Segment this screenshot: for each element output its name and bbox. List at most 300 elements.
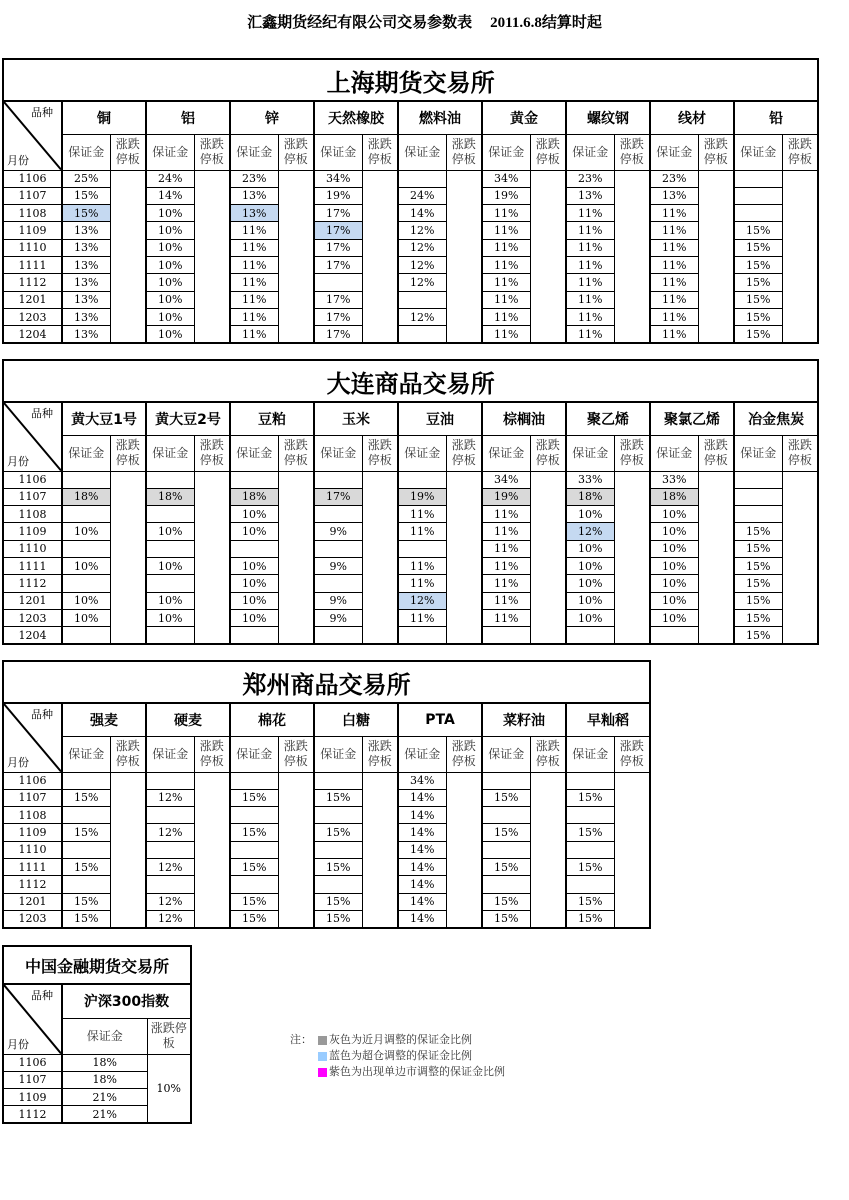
margin-cell: 15% bbox=[734, 609, 782, 626]
margin-header: 保证金 bbox=[314, 435, 362, 471]
margin-cell: 19% bbox=[398, 488, 446, 505]
margin-cell: 11% bbox=[566, 205, 614, 222]
margin-cell: 17% bbox=[314, 291, 362, 308]
margin-cell: 15% bbox=[734, 239, 782, 256]
limit-cell bbox=[362, 471, 398, 644]
margin-cell: 10% bbox=[650, 540, 698, 557]
margin-cell bbox=[314, 772, 362, 789]
margin-cell bbox=[398, 170, 446, 187]
legend bbox=[290, 1032, 505, 1080]
margin-header: 保证金 bbox=[650, 134, 698, 170]
limit-cell bbox=[614, 471, 650, 644]
margin-cell bbox=[230, 841, 278, 858]
margin-cell: 17% bbox=[314, 239, 362, 256]
margin-cell: 11% bbox=[566, 274, 614, 291]
margin-cell bbox=[230, 627, 278, 644]
margin-header: 保证金 bbox=[398, 435, 446, 471]
margin-cell: 12% bbox=[146, 893, 194, 910]
margin-header: 保证金 bbox=[62, 134, 110, 170]
limit-header: 涨跌停板 bbox=[614, 134, 650, 170]
month-cell: 1106 bbox=[3, 772, 62, 789]
margin-cell bbox=[62, 841, 110, 858]
margin-cell: 12% bbox=[398, 308, 446, 325]
product-header: 棉花 bbox=[230, 703, 314, 736]
product-header: 黄大豆2号 bbox=[146, 402, 230, 435]
margin-cell: 11% bbox=[566, 291, 614, 308]
product-header: 锌 bbox=[230, 101, 314, 134]
product-axis-label: 品种 bbox=[31, 989, 53, 1002]
margin-cell: 11% bbox=[650, 205, 698, 222]
limit-cell: 10% bbox=[147, 1054, 191, 1123]
margin-cell: 34% bbox=[314, 170, 362, 187]
margin-cell: 9% bbox=[314, 609, 362, 626]
month-cell: 1109 bbox=[3, 824, 62, 841]
margin-cell: 15% bbox=[734, 326, 782, 343]
margin-cell: 10% bbox=[62, 592, 110, 609]
limit-header: 涨跌停板 bbox=[614, 435, 650, 471]
corner-header bbox=[3, 402, 62, 471]
month-cell: 1108 bbox=[3, 205, 62, 222]
margin-cell: 9% bbox=[314, 523, 362, 540]
table-row bbox=[3, 1054, 191, 1071]
margin-header: 保证金 bbox=[146, 435, 194, 471]
margin-cell: 10% bbox=[650, 592, 698, 609]
margin-cell: 13% bbox=[62, 274, 110, 291]
margin-cell bbox=[62, 540, 110, 557]
margin-cell: 15% bbox=[734, 523, 782, 540]
margin-cell: 10% bbox=[146, 274, 194, 291]
margin-cell bbox=[734, 187, 782, 204]
margin-cell: 11% bbox=[482, 575, 530, 592]
margin-cell: 15% bbox=[62, 187, 110, 204]
margin-cell: 11% bbox=[650, 256, 698, 273]
margin-cell: 10% bbox=[146, 205, 194, 222]
document-date: 2011.6.8结算时起 bbox=[490, 15, 602, 31]
legend-row-purple bbox=[290, 1064, 505, 1080]
margin-cell bbox=[314, 807, 362, 824]
margin-cell: 15% bbox=[230, 789, 278, 806]
margin-cell: 12% bbox=[146, 824, 194, 841]
month-cell: 1204 bbox=[3, 627, 62, 644]
margin-header: 保证金 bbox=[62, 1018, 147, 1054]
margin-cell bbox=[398, 627, 446, 644]
limit-header: 涨跌停板 bbox=[782, 134, 818, 170]
margin-cell: 11% bbox=[482, 205, 530, 222]
margin-cell bbox=[230, 876, 278, 893]
margin-cell: 11% bbox=[482, 222, 530, 239]
margin-cell: 11% bbox=[230, 291, 278, 308]
margin-cell: 21% bbox=[62, 1106, 147, 1123]
limit-header: 涨跌停板 bbox=[278, 134, 314, 170]
margin-cell bbox=[566, 627, 614, 644]
legend-row-blue bbox=[290, 1048, 505, 1064]
margin-cell: 13% bbox=[62, 291, 110, 308]
margin-cell: 34% bbox=[482, 170, 530, 187]
legend-text: 蓝色为超仓调整的保证金比例 bbox=[329, 1049, 472, 1062]
legend-text: 灰色为近月调整的保证金比例 bbox=[329, 1033, 472, 1046]
margin-cell: 34% bbox=[398, 772, 446, 789]
margin-cell: 15% bbox=[62, 910, 110, 927]
margin-cell: 15% bbox=[482, 910, 530, 927]
margin-cell: 11% bbox=[482, 274, 530, 291]
margin-cell: 11% bbox=[566, 239, 614, 256]
month-cell: 1107 bbox=[3, 187, 62, 204]
margin-cell bbox=[398, 291, 446, 308]
margin-cell: 11% bbox=[482, 506, 530, 523]
margin-cell: 12% bbox=[398, 256, 446, 273]
margin-cell bbox=[146, 772, 194, 789]
margin-cell: 11% bbox=[482, 291, 530, 308]
margin-cell: 21% bbox=[62, 1089, 147, 1106]
margin-cell: 11% bbox=[398, 575, 446, 592]
margin-cell: 10% bbox=[230, 592, 278, 609]
margin-cell: 33% bbox=[650, 471, 698, 488]
margin-cell: 33% bbox=[566, 471, 614, 488]
margin-header: 保证金 bbox=[566, 134, 614, 170]
product-header: 聚乙烯 bbox=[566, 402, 650, 435]
margin-cell: 11% bbox=[566, 326, 614, 343]
margin-cell bbox=[734, 506, 782, 523]
margin-cell: 15% bbox=[734, 557, 782, 574]
margin-cell: 17% bbox=[314, 488, 362, 505]
cffex-table bbox=[2, 945, 192, 1124]
exchange-title: 中国金融期货交易所 bbox=[3, 946, 191, 984]
margin-cell bbox=[314, 575, 362, 592]
margin-cell: 11% bbox=[566, 308, 614, 325]
margin-cell: 15% bbox=[62, 789, 110, 806]
limit-header: 涨跌停板 bbox=[446, 134, 482, 170]
month-cell: 1203 bbox=[3, 609, 62, 626]
limit-cell bbox=[782, 471, 818, 644]
margin-cell bbox=[230, 471, 278, 488]
margin-header: 保证金 bbox=[62, 736, 110, 772]
margin-cell: 14% bbox=[398, 893, 446, 910]
margin-cell: 14% bbox=[398, 205, 446, 222]
margin-cell: 15% bbox=[734, 274, 782, 291]
margin-cell: 11% bbox=[398, 557, 446, 574]
margin-cell: 15% bbox=[566, 910, 614, 927]
limit-cell bbox=[278, 170, 314, 343]
margin-cell: 13% bbox=[230, 205, 278, 222]
limit-header: 涨跌停板 bbox=[194, 134, 230, 170]
limit-cell bbox=[446, 772, 482, 928]
limit-cell bbox=[698, 170, 734, 343]
margin-cell: 17% bbox=[314, 326, 362, 343]
margin-cell bbox=[62, 627, 110, 644]
limit-cell bbox=[614, 772, 650, 928]
margin-header: 保证金 bbox=[482, 736, 530, 772]
limit-cell bbox=[278, 772, 314, 928]
margin-cell: 19% bbox=[314, 187, 362, 204]
legend-label: 注： bbox=[290, 1033, 312, 1046]
margin-cell: 10% bbox=[566, 557, 614, 574]
margin-cell: 15% bbox=[734, 627, 782, 644]
limit-header: 涨跌停板 bbox=[110, 435, 146, 471]
margin-cell: 17% bbox=[314, 222, 362, 239]
limit-header: 涨跌停板 bbox=[147, 1018, 191, 1054]
margin-cell: 14% bbox=[398, 910, 446, 927]
margin-header: 保证金 bbox=[62, 435, 110, 471]
czce-table bbox=[2, 660, 651, 929]
margin-cell: 12% bbox=[146, 910, 194, 927]
margin-cell: 17% bbox=[314, 205, 362, 222]
margin-header: 保证金 bbox=[566, 435, 614, 471]
product-header: 黄金 bbox=[482, 101, 566, 134]
limit-cell bbox=[446, 471, 482, 644]
margin-cell: 15% bbox=[482, 824, 530, 841]
limit-cell bbox=[446, 170, 482, 343]
margin-cell: 15% bbox=[566, 858, 614, 875]
product-header: 棕榈油 bbox=[482, 402, 566, 435]
limit-header: 涨跌停板 bbox=[446, 736, 482, 772]
margin-header: 保证金 bbox=[146, 736, 194, 772]
margin-cell: 11% bbox=[398, 523, 446, 540]
margin-cell: 13% bbox=[62, 222, 110, 239]
margin-cell bbox=[62, 772, 110, 789]
product-header: 冶金焦炭 bbox=[734, 402, 818, 435]
margin-cell: 11% bbox=[650, 308, 698, 325]
product-header: 沪深300指数 bbox=[62, 984, 191, 1018]
month-cell: 1107 bbox=[3, 789, 62, 806]
margin-cell bbox=[146, 575, 194, 592]
margin-cell bbox=[314, 506, 362, 523]
margin-header: 保证金 bbox=[734, 435, 782, 471]
margin-cell bbox=[650, 627, 698, 644]
margin-cell: 11% bbox=[482, 326, 530, 343]
margin-cell: 15% bbox=[734, 291, 782, 308]
margin-cell bbox=[566, 876, 614, 893]
product-header: 燃料油 bbox=[398, 101, 482, 134]
margin-cell: 25% bbox=[62, 170, 110, 187]
margin-cell: 14% bbox=[398, 824, 446, 841]
margin-cell: 13% bbox=[62, 308, 110, 325]
margin-cell: 11% bbox=[230, 274, 278, 291]
margin-cell bbox=[314, 627, 362, 644]
margin-cell: 10% bbox=[146, 557, 194, 574]
limit-header: 涨跌停板 bbox=[782, 435, 818, 471]
document-title-text: 汇鑫期货经纪有限公司交易参数表 bbox=[247, 13, 473, 31]
margin-header: 保证金 bbox=[398, 134, 446, 170]
margin-cell: 19% bbox=[482, 488, 530, 505]
limit-cell bbox=[614, 170, 650, 343]
product-header: 线材 bbox=[650, 101, 734, 134]
margin-cell: 18% bbox=[62, 1071, 147, 1088]
margin-cell: 11% bbox=[650, 326, 698, 343]
margin-cell: 11% bbox=[482, 308, 530, 325]
margin-cell: 11% bbox=[398, 609, 446, 626]
margin-cell: 12% bbox=[398, 592, 446, 609]
month-cell: 1111 bbox=[3, 557, 62, 574]
margin-cell: 10% bbox=[146, 239, 194, 256]
margin-cell bbox=[398, 471, 446, 488]
margin-header: 保证金 bbox=[230, 435, 278, 471]
margin-cell: 11% bbox=[230, 239, 278, 256]
limit-header: 涨跌停板 bbox=[362, 736, 398, 772]
margin-cell: 11% bbox=[482, 256, 530, 273]
product-header: 玉米 bbox=[314, 402, 398, 435]
month-cell: 1203 bbox=[3, 910, 62, 927]
margin-cell: 10% bbox=[650, 609, 698, 626]
month-cell: 1106 bbox=[3, 170, 62, 187]
product-header: 天然橡胶 bbox=[314, 101, 398, 134]
margin-cell: 10% bbox=[146, 523, 194, 540]
margin-cell: 10% bbox=[146, 308, 194, 325]
margin-cell: 15% bbox=[566, 893, 614, 910]
limit-cell bbox=[530, 471, 566, 644]
margin-cell: 11% bbox=[230, 326, 278, 343]
margin-cell bbox=[482, 841, 530, 858]
margin-cell: 10% bbox=[146, 592, 194, 609]
month-cell: 1201 bbox=[3, 592, 62, 609]
product-header: 黄大豆1号 bbox=[62, 402, 146, 435]
margin-cell: 10% bbox=[650, 523, 698, 540]
margin-cell bbox=[314, 876, 362, 893]
margin-header: 保证金 bbox=[230, 134, 278, 170]
month-cell: 1112 bbox=[3, 575, 62, 592]
margin-cell bbox=[566, 807, 614, 824]
margin-cell: 15% bbox=[314, 893, 362, 910]
month-cell: 1106 bbox=[3, 471, 62, 488]
margin-cell: 15% bbox=[230, 893, 278, 910]
limit-cell bbox=[278, 471, 314, 644]
corner-header bbox=[3, 703, 62, 772]
margin-cell: 17% bbox=[314, 308, 362, 325]
margin-cell: 17% bbox=[314, 256, 362, 273]
margin-cell: 18% bbox=[62, 1054, 147, 1071]
margin-header: 保证金 bbox=[566, 736, 614, 772]
margin-cell bbox=[62, 807, 110, 824]
margin-cell: 13% bbox=[650, 187, 698, 204]
margin-cell: 15% bbox=[734, 256, 782, 273]
product-header: 菜籽油 bbox=[482, 703, 566, 736]
margin-cell: 12% bbox=[146, 789, 194, 806]
month-cell: 1112 bbox=[3, 274, 62, 291]
margin-cell bbox=[734, 205, 782, 222]
month-cell: 1111 bbox=[3, 256, 62, 273]
margin-cell bbox=[314, 540, 362, 557]
margin-cell: 11% bbox=[230, 256, 278, 273]
limit-cell bbox=[362, 170, 398, 343]
month-axis-label: 月份 bbox=[7, 755, 29, 769]
margin-cell: 18% bbox=[230, 488, 278, 505]
margin-cell: 15% bbox=[230, 824, 278, 841]
product-header: 螺纹钢 bbox=[566, 101, 650, 134]
margin-cell: 15% bbox=[314, 858, 362, 875]
exchange-title: 上海期货交易所 bbox=[3, 59, 818, 101]
margin-header: 保证金 bbox=[734, 134, 782, 170]
limit-header: 涨跌停板 bbox=[278, 736, 314, 772]
margin-cell: 15% bbox=[566, 824, 614, 841]
margin-cell bbox=[146, 540, 194, 557]
margin-cell: 12% bbox=[398, 222, 446, 239]
limit-cell bbox=[530, 170, 566, 343]
margin-cell: 10% bbox=[230, 609, 278, 626]
margin-cell: 10% bbox=[650, 557, 698, 574]
month-cell: 1201 bbox=[3, 893, 62, 910]
margin-cell: 13% bbox=[62, 256, 110, 273]
month-cell: 1112 bbox=[3, 876, 62, 893]
limit-header: 涨跌停板 bbox=[698, 435, 734, 471]
margin-cell: 15% bbox=[734, 222, 782, 239]
month-cell: 1110 bbox=[3, 239, 62, 256]
margin-cell: 11% bbox=[230, 308, 278, 325]
margin-cell: 14% bbox=[398, 807, 446, 824]
product-header: 硬麦 bbox=[146, 703, 230, 736]
exchange-title: 郑州商品交易所 bbox=[3, 661, 650, 703]
month-cell: 1109 bbox=[3, 1089, 62, 1106]
margin-cell: 23% bbox=[230, 170, 278, 187]
margin-cell: 11% bbox=[650, 291, 698, 308]
limit-cell bbox=[110, 772, 146, 928]
margin-cell: 11% bbox=[482, 523, 530, 540]
margin-cell: 15% bbox=[566, 789, 614, 806]
margin-cell: 13% bbox=[566, 187, 614, 204]
margin-cell bbox=[314, 471, 362, 488]
margin-cell bbox=[734, 471, 782, 488]
month-cell: 1112 bbox=[3, 1106, 62, 1123]
margin-header: 保证金 bbox=[650, 435, 698, 471]
limit-header: 涨跌停板 bbox=[362, 134, 398, 170]
margin-cell: 12% bbox=[398, 239, 446, 256]
month-cell: 1109 bbox=[3, 222, 62, 239]
table-row bbox=[3, 772, 650, 789]
margin-cell bbox=[62, 506, 110, 523]
margin-cell: 11% bbox=[482, 557, 530, 574]
margin-cell: 15% bbox=[734, 308, 782, 325]
margin-cell: 34% bbox=[482, 471, 530, 488]
month-cell: 1110 bbox=[3, 841, 62, 858]
limit-header: 涨跌停板 bbox=[194, 736, 230, 772]
month-axis-label: 月份 bbox=[7, 153, 29, 167]
margin-cell: 11% bbox=[650, 239, 698, 256]
margin-cell: 23% bbox=[650, 170, 698, 187]
margin-cell bbox=[230, 807, 278, 824]
margin-cell bbox=[230, 772, 278, 789]
legend-text: 紫色为出现单边市调整的保证金比例 bbox=[329, 1065, 505, 1078]
limit-cell bbox=[530, 772, 566, 928]
month-cell: 1108 bbox=[3, 807, 62, 824]
margin-cell bbox=[146, 876, 194, 893]
margin-cell: 18% bbox=[62, 488, 110, 505]
table-row bbox=[3, 471, 818, 488]
product-header: 强麦 bbox=[62, 703, 146, 736]
margin-cell: 18% bbox=[650, 488, 698, 505]
product-axis-label: 品种 bbox=[31, 407, 53, 420]
margin-cell: 13% bbox=[62, 239, 110, 256]
margin-cell: 24% bbox=[398, 187, 446, 204]
limit-header: 涨跌停板 bbox=[362, 435, 398, 471]
margin-header: 保证金 bbox=[398, 736, 446, 772]
limit-header: 涨跌停板 bbox=[110, 736, 146, 772]
document-title bbox=[0, 11, 849, 32]
margin-cell bbox=[566, 772, 614, 789]
margin-cell: 10% bbox=[230, 523, 278, 540]
month-cell: 1106 bbox=[3, 1054, 62, 1071]
exchange-title: 大连商品交易所 bbox=[3, 360, 818, 402]
margin-cell: 11% bbox=[230, 222, 278, 239]
margin-cell: 11% bbox=[566, 256, 614, 273]
margin-cell bbox=[398, 326, 446, 343]
margin-cell: 11% bbox=[398, 506, 446, 523]
margin-cell: 10% bbox=[566, 609, 614, 626]
margin-cell bbox=[314, 841, 362, 858]
margin-cell: 12% bbox=[146, 858, 194, 875]
margin-cell: 15% bbox=[314, 824, 362, 841]
margin-cell: 10% bbox=[146, 326, 194, 343]
margin-header: 保证金 bbox=[482, 134, 530, 170]
margin-cell: 10% bbox=[566, 540, 614, 557]
limit-header: 涨跌停板 bbox=[110, 134, 146, 170]
